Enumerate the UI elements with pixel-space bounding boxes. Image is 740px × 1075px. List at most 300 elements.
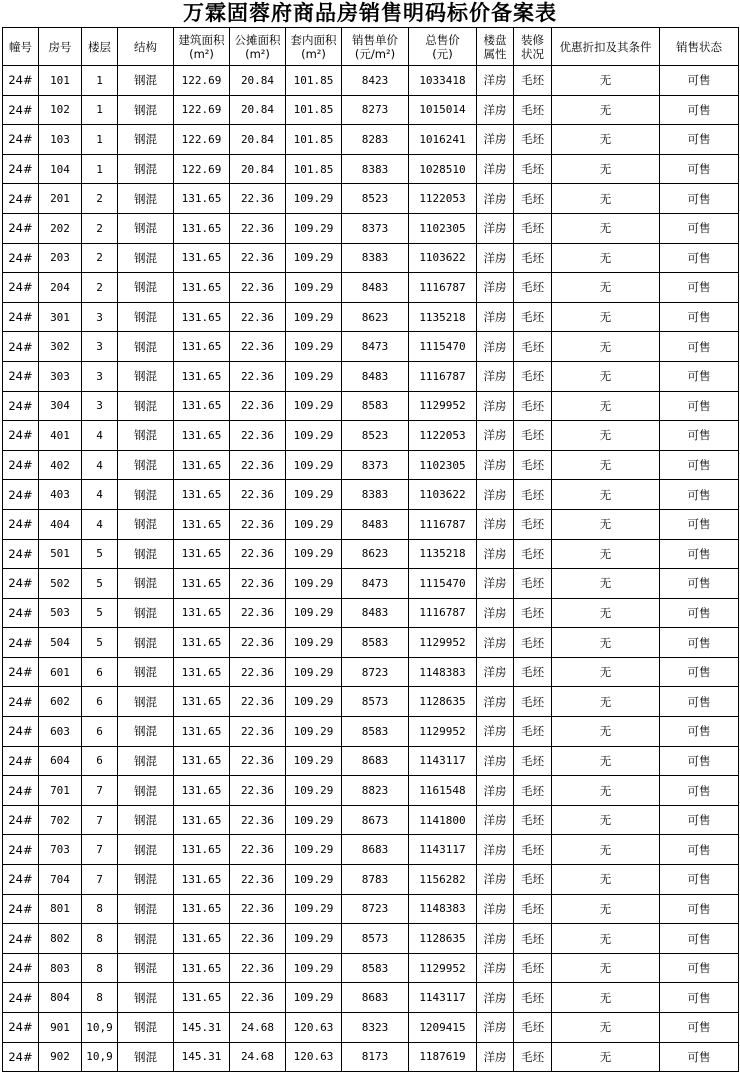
table-row: [3, 391, 739, 421]
cell-sale-status: 可售: [660, 154, 739, 184]
col-header-line1: 销售单价: [352, 32, 398, 47]
cell-build-area: 122.69: [174, 66, 230, 96]
cell-unit-price: 8283: [342, 125, 409, 155]
cell-total-price: 1135218: [409, 302, 477, 332]
cell-sale-status: 可售: [660, 983, 739, 1013]
table-row: [3, 628, 739, 658]
cell-floor: 2: [82, 243, 118, 273]
table-row: [3, 125, 739, 155]
cell-room: 401: [39, 421, 82, 451]
col-header-line1: 楼盘: [483, 32, 507, 47]
cell-structure: 钢混: [118, 243, 174, 273]
cell-inner-area: 109.29: [286, 332, 342, 362]
cell-room: 203: [39, 243, 82, 273]
cell-build-area: 131.65: [174, 835, 230, 865]
cell-floor: 4: [82, 509, 118, 539]
header-row: [3, 28, 739, 66]
cell-sale-status: 可售: [660, 717, 739, 747]
cell-inner-area: 109.29: [286, 243, 342, 273]
cell-build-area: 131.65: [174, 273, 230, 303]
cell-structure: 钢混: [118, 125, 174, 155]
cell-floor: 6: [82, 717, 118, 747]
col-header-line1: 总售价: [425, 32, 460, 47]
cell-floor: 6: [82, 687, 118, 717]
cell-sale-status: 可售: [660, 835, 739, 865]
cell-inner-area: 109.29: [286, 746, 342, 776]
cell-building: 24#: [3, 865, 39, 895]
cell-total-price: 1103622: [409, 480, 477, 510]
cell-structure: 钢混: [118, 569, 174, 599]
cell-unit-price: 8483: [342, 509, 409, 539]
cell-room: 603: [39, 717, 82, 747]
cell-sale-status: 可售: [660, 865, 739, 895]
cell-sale-status: 可售: [660, 894, 739, 924]
table-row: [3, 509, 739, 539]
cell-total-price: 1141800: [409, 805, 477, 835]
table-row: [3, 480, 739, 510]
cell-sale-status: 可售: [660, 687, 739, 717]
cell-inner-area: 109.29: [286, 184, 342, 214]
cell-build-area: 131.65: [174, 717, 230, 747]
cell-building: 24#: [3, 805, 39, 835]
cell-floor: 5: [82, 628, 118, 658]
cell-decoration: 毛坯: [514, 657, 552, 687]
cell-building: 24#: [3, 302, 39, 332]
cell-build-area: 131.65: [174, 421, 230, 451]
cell-sale-status: 可售: [660, 421, 739, 451]
cell-building: 24#: [3, 1013, 39, 1043]
cell-discount: 无: [552, 569, 660, 599]
cell-decoration: 毛坯: [514, 628, 552, 658]
cell-floor: 8: [82, 924, 118, 954]
cell-discount: 无: [552, 924, 660, 954]
cell-floor: 7: [82, 865, 118, 895]
cell-property-type: 洋房: [477, 243, 514, 273]
cell-unit-price: 8473: [342, 332, 409, 362]
cell-sale-status: 可售: [660, 184, 739, 214]
cell-inner-area: 109.29: [286, 569, 342, 599]
cell-building: 24#: [3, 746, 39, 776]
cell-total-price: 1116787: [409, 273, 477, 303]
cell-building: 24#: [3, 657, 39, 687]
cell-shared-area: 22.36: [230, 746, 286, 776]
cell-decoration: 毛坯: [514, 776, 552, 806]
cell-decoration: 毛坯: [514, 332, 552, 362]
cell-discount: 无: [552, 302, 660, 332]
cell-building: 24#: [3, 953, 39, 983]
cell-building: 24#: [3, 924, 39, 954]
cell-decoration: 毛坯: [514, 66, 552, 96]
cell-total-price: 1115470: [409, 569, 477, 599]
cell-room: 801: [39, 894, 82, 924]
cell-building: 24#: [3, 450, 39, 480]
cell-room: 204: [39, 273, 82, 303]
cell-total-price: 1143117: [409, 983, 477, 1013]
cell-structure: 钢混: [118, 835, 174, 865]
cell-structure: 钢混: [118, 213, 174, 243]
table-row: [3, 1013, 739, 1043]
cell-property-type: 洋房: [477, 539, 514, 569]
cell-shared-area: 22.36: [230, 421, 286, 451]
cell-decoration: 毛坯: [514, 509, 552, 539]
cell-structure: 钢混: [118, 450, 174, 480]
cell-property-type: 洋房: [477, 746, 514, 776]
cell-structure: 钢混: [118, 983, 174, 1013]
col-header-line2: 状况: [521, 46, 544, 61]
cell-building: 24#: [3, 332, 39, 362]
cell-shared-area: 22.36: [230, 213, 286, 243]
cell-room: 601: [39, 657, 82, 687]
cell-property-type: 洋房: [477, 924, 514, 954]
cell-build-area: 122.69: [174, 154, 230, 184]
cell-structure: 钢混: [118, 361, 174, 391]
cell-room: 703: [39, 835, 82, 865]
table-row: [3, 598, 739, 628]
cell-discount: 无: [552, 154, 660, 184]
cell-unit-price: 8483: [342, 361, 409, 391]
cell-total-price: 1148383: [409, 657, 477, 687]
table-row: [3, 421, 739, 451]
cell-inner-area: 109.29: [286, 687, 342, 717]
cell-structure: 钢混: [118, 717, 174, 747]
col-header-line1: 公摊面积: [234, 32, 281, 47]
cell-unit-price: 8683: [342, 835, 409, 865]
cell-total-price: 1116787: [409, 361, 477, 391]
cell-room: 201: [39, 184, 82, 214]
cell-sale-status: 可售: [660, 569, 739, 599]
cell-property-type: 洋房: [477, 480, 514, 510]
cell-floor: 4: [82, 450, 118, 480]
cell-discount: 无: [552, 628, 660, 658]
cell-unit-price: 8583: [342, 628, 409, 658]
cell-property-type: 洋房: [477, 598, 514, 628]
cell-sale-status: 可售: [660, 657, 739, 687]
cell-property-type: 洋房: [477, 628, 514, 658]
cell-shared-area: 20.84: [230, 154, 286, 184]
cell-property-type: 洋房: [477, 569, 514, 599]
cell-decoration: 毛坯: [514, 213, 552, 243]
col-header-line1: 幢号: [9, 39, 32, 54]
cell-unit-price: 8483: [342, 598, 409, 628]
col-header-line2: (m²): [301, 46, 326, 61]
cell-discount: 无: [552, 361, 660, 391]
cell-floor: 4: [82, 421, 118, 451]
cell-discount: 无: [552, 598, 660, 628]
cell-unit-price: 8383: [342, 243, 409, 273]
col-header-total-price: [409, 28, 477, 66]
cell-floor: 5: [82, 539, 118, 569]
cell-build-area: 131.65: [174, 865, 230, 895]
cell-total-price: 1016241: [409, 125, 477, 155]
cell-discount: 无: [552, 657, 660, 687]
cell-structure: 钢混: [118, 302, 174, 332]
cell-property-type: 洋房: [477, 687, 514, 717]
cell-sale-status: 可售: [660, 805, 739, 835]
cell-room: 702: [39, 805, 82, 835]
col-header-sale-status: [660, 28, 739, 66]
cell-building: 24#: [3, 421, 39, 451]
cell-unit-price: 8383: [342, 154, 409, 184]
table-row: [3, 450, 739, 480]
col-header-floor: [82, 28, 118, 66]
cell-discount: 无: [552, 391, 660, 421]
cell-building: 24#: [3, 894, 39, 924]
cell-decoration: 毛坯: [514, 569, 552, 599]
cell-decoration: 毛坯: [514, 924, 552, 954]
cell-structure: 钢混: [118, 154, 174, 184]
cell-floor: 7: [82, 776, 118, 806]
cell-shared-area: 22.36: [230, 776, 286, 806]
cell-room: 102: [39, 95, 82, 125]
cell-total-price: 1135218: [409, 539, 477, 569]
cell-property-type: 洋房: [477, 717, 514, 747]
cell-room: 704: [39, 865, 82, 895]
cell-sale-status: 可售: [660, 125, 739, 155]
cell-decoration: 毛坯: [514, 717, 552, 747]
cell-sale-status: 可售: [660, 598, 739, 628]
cell-discount: 无: [552, 539, 660, 569]
cell-unit-price: 8783: [342, 865, 409, 895]
cell-building: 24#: [3, 391, 39, 421]
cell-room: 501: [39, 539, 82, 569]
cell-structure: 钢混: [118, 805, 174, 835]
cell-property-type: 洋房: [477, 332, 514, 362]
cell-structure: 钢混: [118, 894, 174, 924]
cell-sale-status: 可售: [660, 391, 739, 421]
cell-building: 24#: [3, 154, 39, 184]
cell-unit-price: 8823: [342, 776, 409, 806]
cell-discount: 无: [552, 332, 660, 362]
cell-decoration: 毛坯: [514, 243, 552, 273]
cell-shared-area: 22.36: [230, 539, 286, 569]
col-header-line1: 套内面积: [290, 32, 337, 47]
cell-discount: 无: [552, 450, 660, 480]
table-row: [3, 805, 739, 835]
table-row: [3, 243, 739, 273]
cell-building: 24#: [3, 983, 39, 1013]
cell-decoration: 毛坯: [514, 687, 552, 717]
cell-room: 901: [39, 1013, 82, 1043]
cell-property-type: 洋房: [477, 894, 514, 924]
col-header-line1: 销售状态: [676, 39, 722, 54]
cell-unit-price: 8523: [342, 421, 409, 451]
cell-building: 24#: [3, 184, 39, 214]
cell-sale-status: 可售: [660, 1042, 739, 1072]
cell-unit-price: 8273: [342, 95, 409, 125]
cell-building: 24#: [3, 480, 39, 510]
col-header-line1: 装修: [521, 32, 544, 47]
cell-sale-status: 可售: [660, 953, 739, 983]
cell-property-type: 洋房: [477, 421, 514, 451]
cell-inner-area: 109.29: [286, 391, 342, 421]
cell-room: 303: [39, 361, 82, 391]
table-row: [3, 894, 739, 924]
cell-decoration: 毛坯: [514, 983, 552, 1013]
cell-discount: 无: [552, 1042, 660, 1072]
cell-discount: 无: [552, 746, 660, 776]
cell-room: 403: [39, 480, 82, 510]
cell-build-area: 131.65: [174, 361, 230, 391]
cell-structure: 钢混: [118, 391, 174, 421]
cell-room: 602: [39, 687, 82, 717]
cell-inner-area: 109.29: [286, 776, 342, 806]
cell-floor: 1: [82, 154, 118, 184]
cell-unit-price: 8623: [342, 539, 409, 569]
cell-shared-area: 22.36: [230, 480, 286, 510]
cell-sale-status: 可售: [660, 539, 739, 569]
cell-floor: 3: [82, 302, 118, 332]
col-header-line1: 楼层: [88, 39, 111, 54]
cell-discount: 无: [552, 213, 660, 243]
cell-structure: 钢混: [118, 1013, 174, 1043]
col-header-structure: [118, 28, 174, 66]
cell-property-type: 洋房: [477, 776, 514, 806]
cell-build-area: 131.65: [174, 657, 230, 687]
cell-decoration: 毛坯: [514, 805, 552, 835]
cell-floor: 10,9: [82, 1042, 118, 1072]
cell-structure: 钢混: [118, 421, 174, 451]
cell-property-type: 洋房: [477, 657, 514, 687]
cell-inner-area: 101.85: [286, 125, 342, 155]
cell-shared-area: 22.36: [230, 332, 286, 362]
cell-shared-area: 22.36: [230, 835, 286, 865]
cell-total-price: 1209415: [409, 1013, 477, 1043]
cell-inner-area: 109.29: [286, 835, 342, 865]
cell-build-area: 131.65: [174, 776, 230, 806]
cell-total-price: 1156282: [409, 865, 477, 895]
cell-unit-price: 8573: [342, 924, 409, 954]
cell-shared-area: 22.36: [230, 509, 286, 539]
cell-discount: 无: [552, 894, 660, 924]
cell-total-price: 1122053: [409, 184, 477, 214]
cell-room: 701: [39, 776, 82, 806]
cell-structure: 钢混: [118, 628, 174, 658]
table-row: [3, 657, 739, 687]
table-row: [3, 302, 739, 332]
cell-total-price: 1028510: [409, 154, 477, 184]
cell-inner-area: 109.29: [286, 539, 342, 569]
cell-floor: 7: [82, 805, 118, 835]
cell-property-type: 洋房: [477, 302, 514, 332]
cell-inner-area: 109.29: [286, 273, 342, 303]
cell-total-price: 1161548: [409, 776, 477, 806]
cell-property-type: 洋房: [477, 953, 514, 983]
table-row: [3, 865, 739, 895]
col-header-line2: (m²): [245, 46, 270, 61]
cell-discount: 无: [552, 95, 660, 125]
cell-floor: 6: [82, 657, 118, 687]
cell-shared-area: 20.84: [230, 66, 286, 96]
cell-floor: 1: [82, 66, 118, 96]
cell-property-type: 洋房: [477, 125, 514, 155]
cell-inner-area: 120.63: [286, 1013, 342, 1043]
cell-sale-status: 可售: [660, 66, 739, 96]
cell-total-price: 1103622: [409, 243, 477, 273]
cell-floor: 3: [82, 391, 118, 421]
table-row: [3, 273, 739, 303]
cell-floor: 2: [82, 213, 118, 243]
cell-shared-area: 22.36: [230, 687, 286, 717]
cell-structure: 钢混: [118, 776, 174, 806]
cell-structure: 钢混: [118, 184, 174, 214]
cell-building: 24#: [3, 569, 39, 599]
cell-discount: 无: [552, 865, 660, 895]
cell-floor: 10,9: [82, 1013, 118, 1043]
cell-inner-area: 109.29: [286, 421, 342, 451]
cell-room: 402: [39, 450, 82, 480]
cell-unit-price: 8373: [342, 213, 409, 243]
cell-shared-area: 24.68: [230, 1013, 286, 1043]
cell-decoration: 毛坯: [514, 273, 552, 303]
cell-total-price: 1122053: [409, 421, 477, 451]
col-header-line2: (m²): [189, 46, 214, 61]
cell-shared-area: 22.36: [230, 184, 286, 214]
cell-shared-area: 22.36: [230, 361, 286, 391]
col-header-line1: 房号: [48, 39, 72, 54]
cell-total-price: 1102305: [409, 213, 477, 243]
cell-discount: 无: [552, 184, 660, 214]
cell-discount: 无: [552, 953, 660, 983]
cell-building: 24#: [3, 243, 39, 273]
cell-build-area: 145.31: [174, 1013, 230, 1043]
cell-building: 24#: [3, 95, 39, 125]
cell-room: 304: [39, 391, 82, 421]
cell-building: 24#: [3, 1042, 39, 1072]
cell-room: 604: [39, 746, 82, 776]
cell-inner-area: 109.29: [286, 598, 342, 628]
cell-discount: 无: [552, 1013, 660, 1043]
cell-sale-status: 可售: [660, 213, 739, 243]
col-header-inner-area: [286, 28, 342, 66]
cell-build-area: 131.65: [174, 302, 230, 332]
cell-build-area: 131.65: [174, 332, 230, 362]
cell-inner-area: 109.29: [286, 361, 342, 391]
cell-structure: 钢混: [118, 598, 174, 628]
cell-build-area: 131.65: [174, 598, 230, 628]
table-row: [3, 361, 739, 391]
cell-sale-status: 可售: [660, 924, 739, 954]
cell-shared-area: 22.36: [230, 273, 286, 303]
col-header-build-area: [174, 28, 230, 66]
cell-structure: 钢混: [118, 687, 174, 717]
cell-unit-price: 8373: [342, 450, 409, 480]
cell-discount: 无: [552, 480, 660, 510]
cell-structure: 钢混: [118, 332, 174, 362]
table-row: [3, 835, 739, 865]
cell-shared-area: 22.36: [230, 805, 286, 835]
cell-unit-price: 8583: [342, 953, 409, 983]
cell-total-price: 1148383: [409, 894, 477, 924]
cell-sale-status: 可售: [660, 450, 739, 480]
cell-structure: 钢混: [118, 66, 174, 96]
cell-decoration: 毛坯: [514, 746, 552, 776]
cell-room: 804: [39, 983, 82, 1013]
cell-property-type: 洋房: [477, 835, 514, 865]
cell-total-price: 1115470: [409, 332, 477, 362]
table-row: [3, 332, 739, 362]
cell-structure: 钢混: [118, 509, 174, 539]
cell-shared-area: 22.36: [230, 450, 286, 480]
cell-shared-area: 20.84: [230, 125, 286, 155]
col-header-line1: 建筑面积: [178, 32, 225, 47]
cell-total-price: 1129952: [409, 717, 477, 747]
cell-build-area: 145.31: [174, 1042, 230, 1072]
cell-structure: 钢混: [118, 953, 174, 983]
cell-discount: 无: [552, 125, 660, 155]
cell-shared-area: 22.36: [230, 569, 286, 599]
cell-property-type: 洋房: [477, 361, 514, 391]
cell-inner-area: 101.85: [286, 154, 342, 184]
